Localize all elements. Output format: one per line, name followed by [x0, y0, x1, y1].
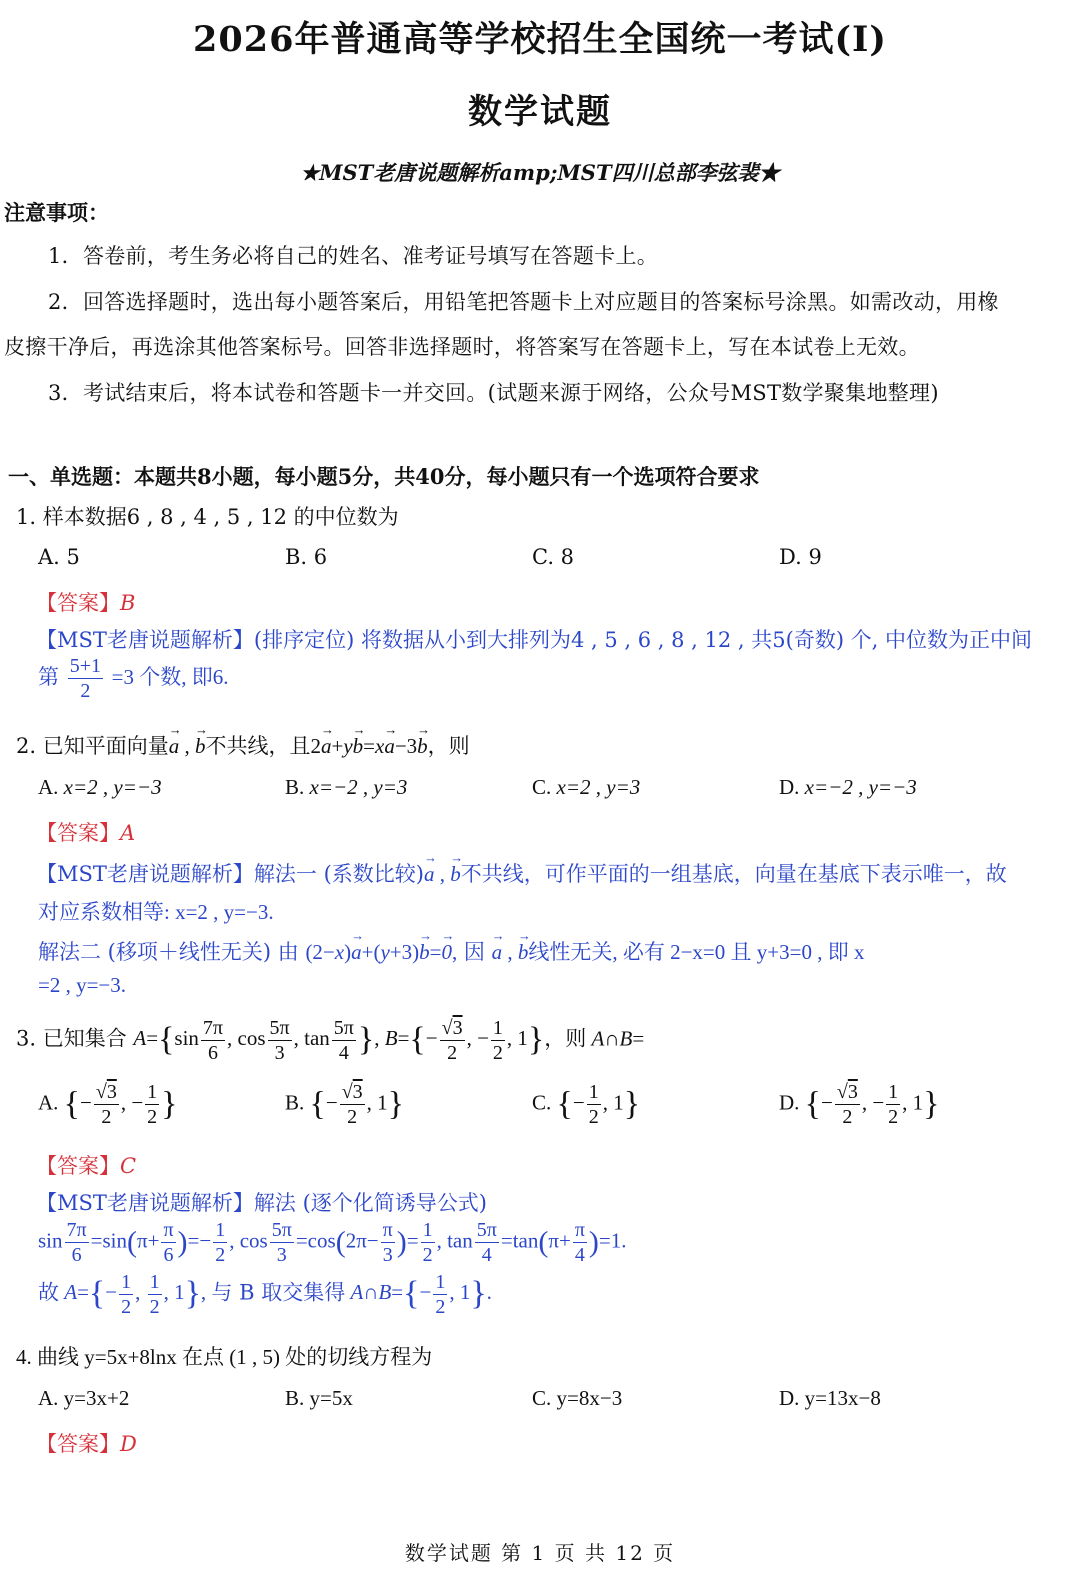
q2-stem: 2. 已知平面向量→ a , → b不共线，且2→ a+y→ b=x→ a−3→ b，则 — [16, 730, 470, 760]
q1-option-c: C. 8 — [532, 545, 575, 569]
answer-tag: 【答案】 — [36, 591, 120, 615]
q1-option-a: A. 5 — [38, 545, 80, 569]
q3-analysis-line1: 【MST老唐说题解析】解法 (逐个化简诱导公式) — [36, 1191, 487, 1215]
q2-option-b: B. x=−2 , y=3 — [285, 775, 408, 799]
q3-option-d: D. {− $\frac{√3}{2}$ , − $\frac{1}{2}$ , 1} — [779, 1081, 940, 1128]
analysis-text: (排序定位) 将数据从小到大排列为4 , 5 , 6 , 8 , 12 , 共5(奇数) 个, 中位数为正中间 — [253, 628, 1033, 652]
q1-option-b: B. 6 — [285, 545, 328, 569]
notice-item-3: 3．考试结束后，将本试卷和答题卡一并交回。(试题来源于网络，公众号MST数学聚集地整理) — [48, 381, 939, 405]
q2-analysis-line1: 【MST老唐说题解析】解法一 (系数比较)→ a , → b不共线，可作平面的一组基底，向量在基底下表示唯一，故 — [36, 858, 1007, 888]
q1-analysis-line2 — [38, 656, 229, 701]
exam-title: 2026年普通高等学校招生全国统一考试(I) — [193, 19, 887, 60]
section-heading: 一、单选题：本题共8小题，每小题5分，共40分，每小题只有一个选项符合要求 — [8, 464, 760, 489]
analysis-tag: 【MST老唐说题解析】 — [36, 628, 254, 652]
q1-option-d: D. 9 — [779, 545, 822, 569]
q1-answer — [36, 587, 135, 617]
q3-option-a: A. {− $\frac{√3}{2}$ , − $\frac{1}{2}$ } — [38, 1081, 178, 1128]
q3-analysis-line3: 故 A={− $\frac{1}{2}$ , $\frac{1}{2}$ , 1}, 与 B 取交集得 A∩B={− $\frac{1}{2}$ , 1}. — [38, 1271, 492, 1318]
credit-line: ★MST老唐说题解析amp;MST四川总部李弦裴★ — [300, 160, 780, 185]
q3-answer: 【答案】C — [36, 1154, 137, 1178]
q2-analysis-line3: 解法二 (移项＋线性无关) 由 (2−x)→ a+(y+3)→ b=→ 0, 因 → a , → b线性无关, 必有 2−x=0 且 y+3=0 , 即 x — [38, 936, 864, 966]
subject-title: 数学试题 — [468, 92, 612, 132]
answer-letter: B — [120, 591, 136, 615]
q4-answer: 【答案】D — [36, 1432, 137, 1456]
notice-item-1: 1．答卷前，考生务必将自己的姓名、准考证号填写在答题卡上。 — [48, 244, 659, 268]
q3-option-b: B. {− $\frac{√3}{2}$ , 1} — [285, 1081, 404, 1128]
q4-option-a: A. y=3x+2 — [38, 1386, 130, 1410]
q3-option-c: C. {− $\frac{1}{2}$ , 1} — [532, 1081, 641, 1128]
q2-analysis-line4: =2 , y=−3. — [38, 973, 127, 997]
page-footer: 数学试题 第 1 页 共 12 页 — [404, 1541, 676, 1565]
notice-item-2a: 2．回答选择题时，选出每小题答案后，用铅笔把答题卡上对应题目的答案标号涂黑。如需改动，用橡 — [48, 290, 999, 314]
q1-stem: 1. 样本数据6 , 8 , 4 , 5 , 12 的中位数为 — [16, 505, 399, 529]
q3-stem: 3. 已知集合 A={sin $\frac{7\pi}{6}$ , cos $\frac{5\pi}{3}$ , tan $\frac{5\pi}{4}$ }, B={− $\frac{√3}{2}$ , − $\frac{1}{2}$ , 1}，则 A∩B= — [16, 1017, 645, 1064]
q2-option-c: C. x=2 , y=3 — [532, 775, 641, 799]
notice-heading: 注意事项： — [4, 200, 109, 225]
q2-option-d: D. x=−2 , y=−3 — [779, 775, 917, 799]
analysis-text: 第 — [38, 665, 59, 689]
q2-option-a: A. x=2 , y=−3 — [38, 775, 162, 799]
analysis-text: =3 个数, 即6. — [111, 665, 229, 689]
notice-item-2b: 皮擦干净后，再选涂其他答案标号。回答非选择题时，将答案写在答题卡上，写在本试卷上无效。 — [4, 335, 920, 359]
q4-option-d: D. y=13x−8 — [779, 1386, 881, 1410]
q4-stem: 4. 曲线 y=5x+8lnx 在点 (1 , 5) 处的切线方程为 — [16, 1345, 433, 1369]
q1-analysis-line1 — [36, 624, 1032, 654]
q3-analysis-line2: sin $\frac{7\pi}{6}$ =sin(π+ $\frac{\pi}{6}$ )=− $\frac{1}{2}$ , cos $\frac{5\pi}{3}$ =cos(2π− $\frac{\pi}{3}$ )= $\frac{1}{2}$ , tan $\frac{5\pi}{4}$ =tan(π+ $\frac{\pi}{4}$ )=1. — [38, 1219, 627, 1266]
q2-answer: 【答案】A — [36, 821, 136, 845]
q4-option-b: B. y=5x — [285, 1386, 353, 1410]
q2-analysis-line2: 对应系数相等: x=2 , y=−3. — [38, 900, 274, 924]
fraction: $\frac{5+1}{2}$ — [69, 655, 101, 702]
q4-option-c: C. y=8x−3 — [532, 1386, 623, 1410]
